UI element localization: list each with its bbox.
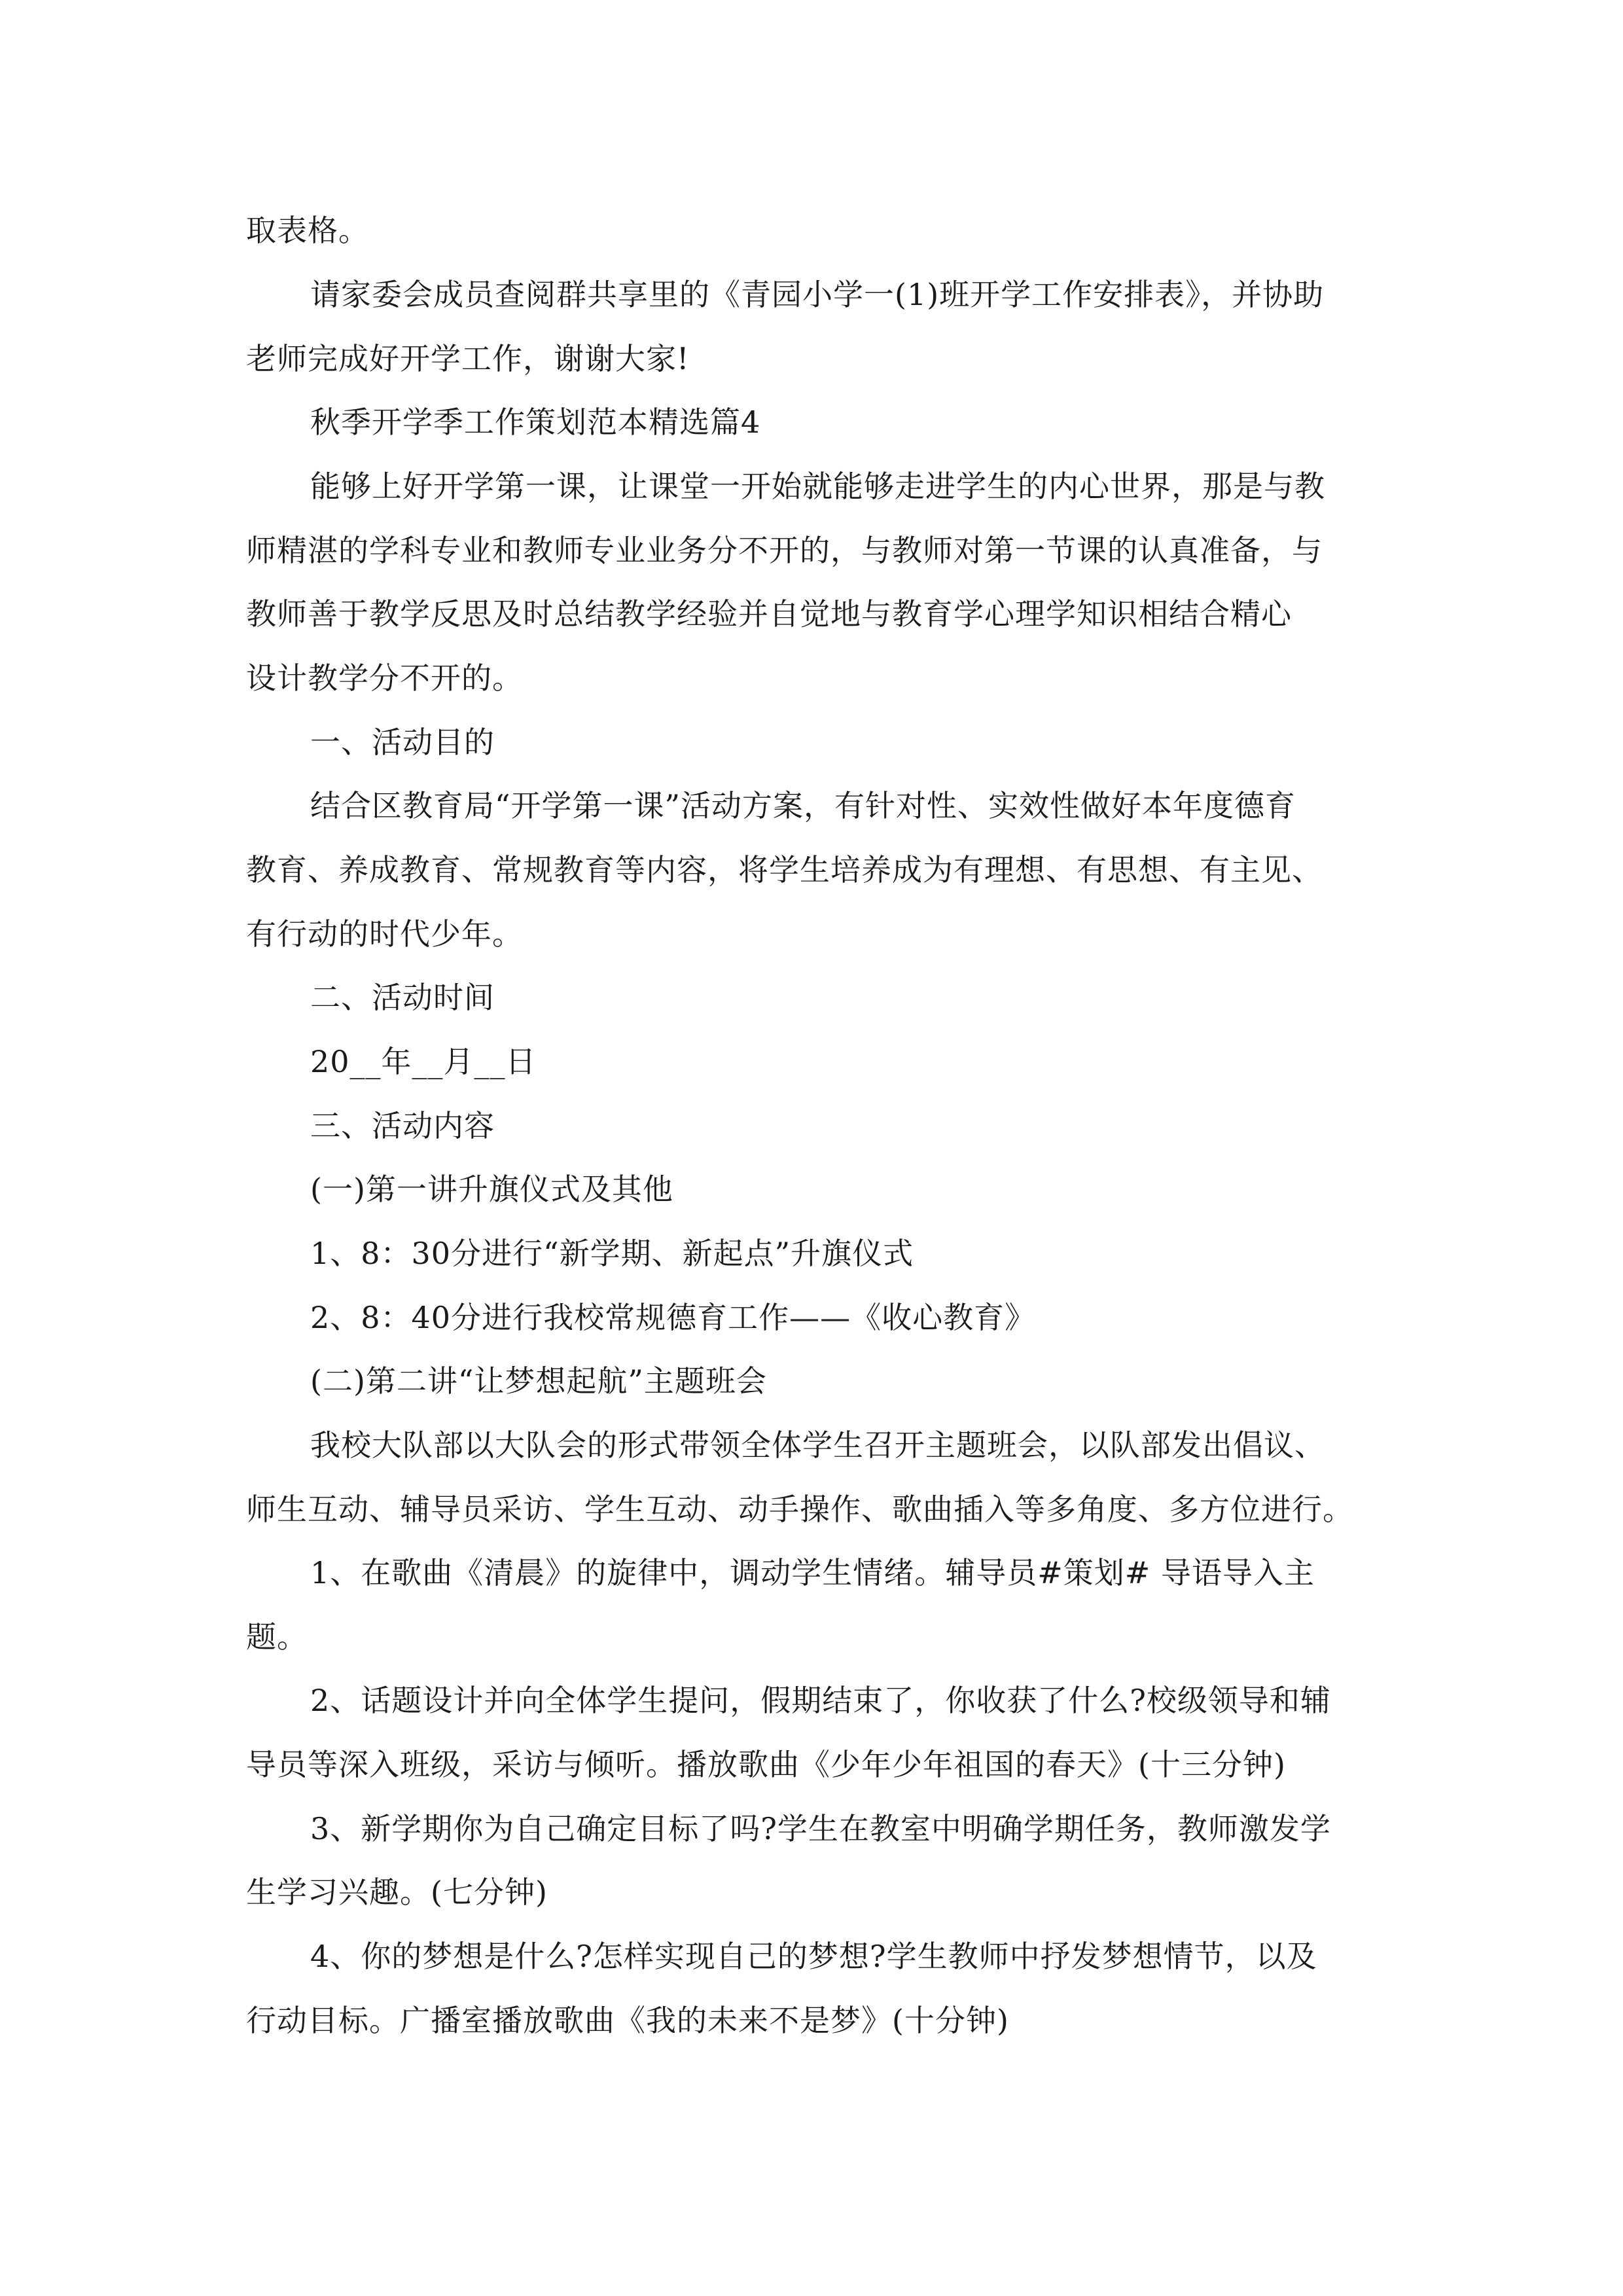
text-line: 结合区教育局“开学第一课”活动方案，有针对性、实效性做好本年度德育 bbox=[310, 788, 1296, 823]
text-line: 师精湛的学科专业和教师专业业务分不开的，与教师对第一节课的认真准备，与 bbox=[246, 533, 1323, 568]
text-line: 导员等深入班级，采访与倾听。播放歌曲《少年少年祖国的春天》(十三分钟) bbox=[246, 1747, 1286, 1782]
date-line: 20__年__月__日 bbox=[310, 1044, 537, 1079]
text-line: 我校大队部以大队会的形式带领全体学生召开主题班会，以队部发出倡议、 bbox=[310, 1427, 1325, 1463]
text-line: 2、8：40分进行我校常规德育工作——《收心教育》 bbox=[310, 1300, 1036, 1335]
text-line: 题。 bbox=[246, 1619, 308, 1655]
text-line: 1、在歌曲《清晨》的旋律中，调动学生情绪。辅导员#策划# 导语导入主 bbox=[310, 1555, 1315, 1590]
text-line: 取表格。 bbox=[246, 213, 369, 248]
text-line: 师生互动、辅导员采访、学生互动、动手操作、歌曲插入等多角度、多方位进行。 bbox=[246, 1492, 1353, 1527]
text-line: 2、话题设计并向全体学生提问，假期结束了，你收获了什么?校级领导和辅 bbox=[310, 1683, 1331, 1718]
section-heading: 秋季开学季工作策划范本精选篇4 bbox=[310, 404, 761, 440]
text-line: 请家委会成员查阅群共享里的《青园小学一(1)班开学工作安排表》，并协助 bbox=[310, 277, 1325, 312]
text-line: 有行动的时代少年。 bbox=[246, 916, 523, 952]
text-line: 行动目标。广播室播放歌曲《我的未来不是梦》(十分钟) bbox=[246, 2003, 1009, 2038]
text-line: 设计教学分不开的。 bbox=[246, 660, 523, 696]
text-line: 老师完成好开学工作，谢谢大家! bbox=[246, 341, 690, 376]
subheading: 二、活动时间 bbox=[310, 980, 495, 1015]
subheading: 一、活动目的 bbox=[310, 725, 495, 760]
text-line: (一)第一讲升旗仪式及其他 bbox=[310, 1172, 673, 1207]
text-line: 教育、养成教育、常规教育等内容，将学生培养成为有理想、有思想、有主见、 bbox=[246, 852, 1323, 888]
text-line: (二)第二讲“让梦想起航”主题班会 bbox=[310, 1363, 767, 1399]
text-line: 教师善于教学反思及时总结教学经验并自觉地与教育学心理学知识相结合精心 bbox=[246, 596, 1292, 632]
text-line: 能够上好开学第一课，让课堂一开始就能够走进学生的内心世界，那是与教 bbox=[310, 469, 1325, 504]
text-line: 1、8：30分进行“新学期、新起点”升旗仪式 bbox=[310, 1236, 914, 1271]
text-line: 4、你的梦想是什么?怎样实现自己的梦想?学生教师中抒发梦想情节，以及 bbox=[310, 1939, 1317, 1974]
subheading: 三、活动内容 bbox=[310, 1108, 495, 1143]
text-line: 3、新学期你为自己确定目标了吗?学生在教室中明确学期任务，教师激发学 bbox=[310, 1811, 1331, 1846]
text-line: 生学习兴趣。(七分钟) bbox=[246, 1874, 548, 1910]
